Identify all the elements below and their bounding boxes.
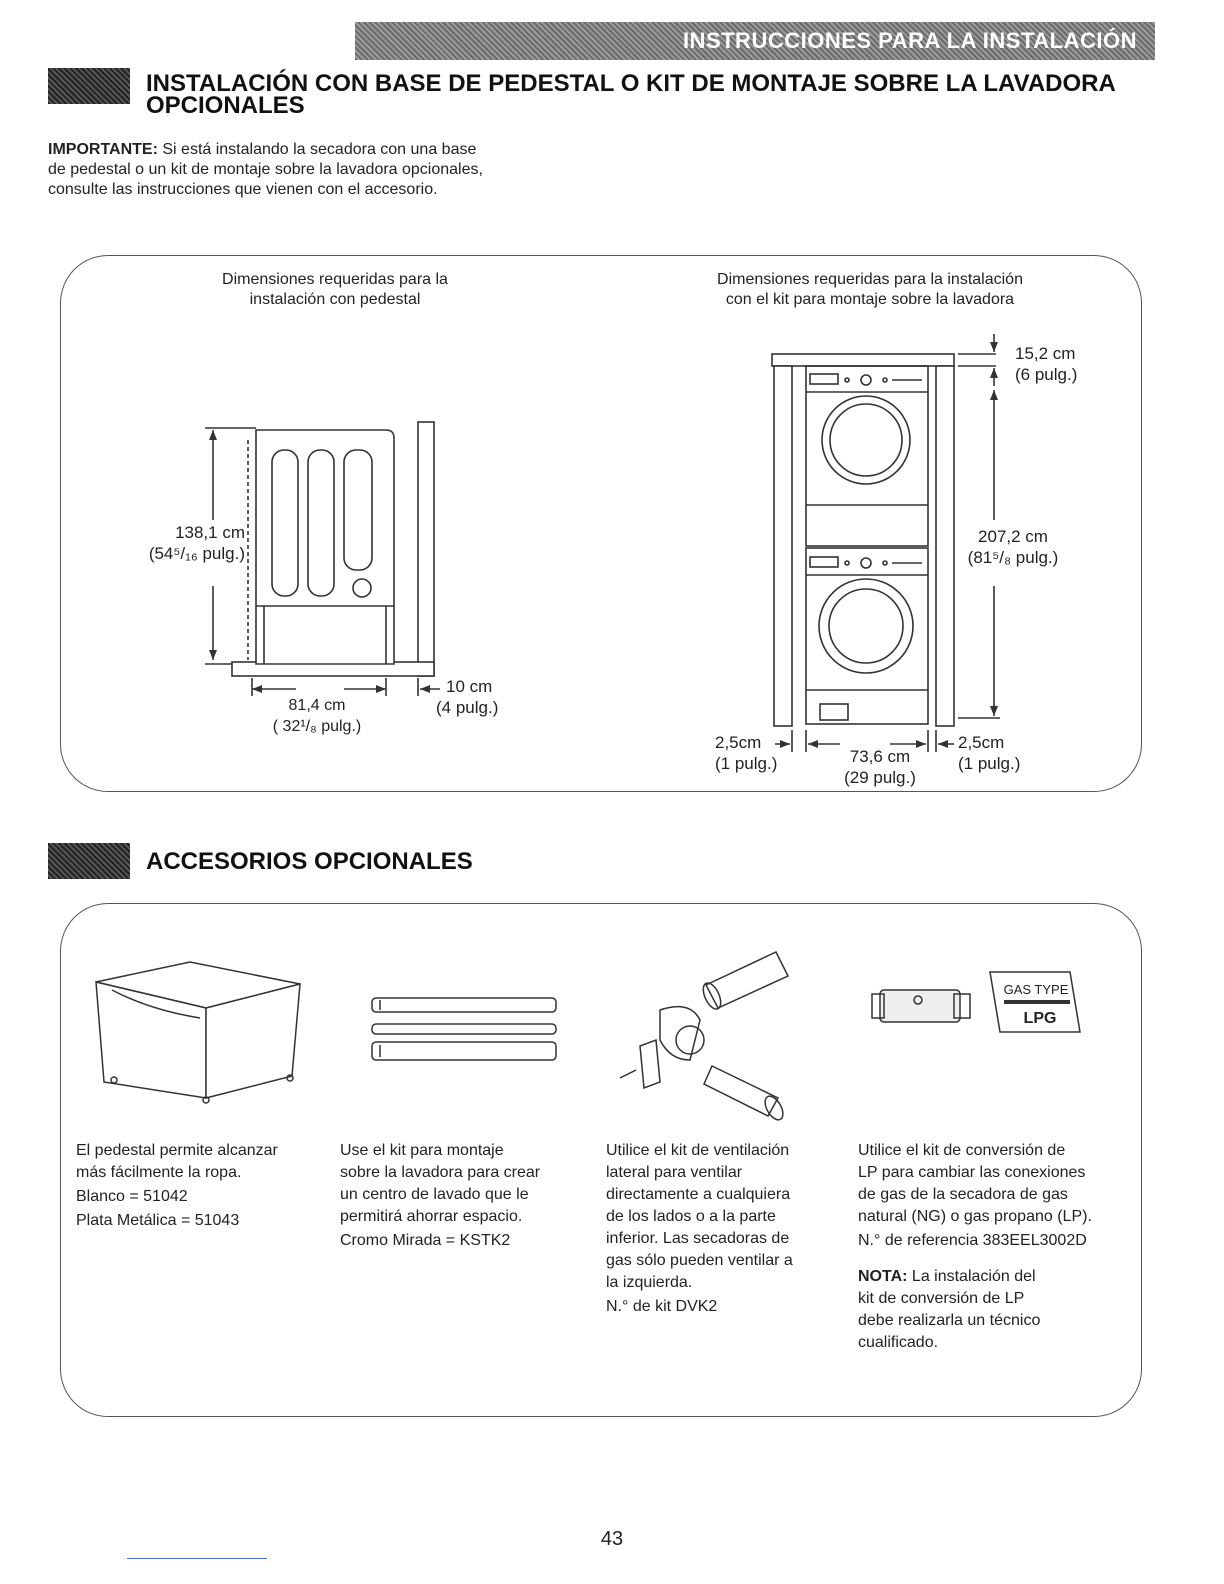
lpg-tag-bottom: LPG <box>1023 1010 1057 1027</box>
pedestal-gap-label: 10 cm (4 pulg.) <box>436 677 499 717</box>
stack-left-gap-label: 2,5cm (1 pulg.) <box>715 733 778 773</box>
pedestal-height-label: 138,1 cm (54⁵/₁₆ pulg.) <box>148 523 245 563</box>
important-label: IMPORTANTE: <box>48 141 158 158</box>
stacking-kit-icon <box>372 998 556 1060</box>
pedestal-caption: Dimensiones requeridas para la instalación con pedestal <box>222 271 448 308</box>
footer-link-line <box>127 1558 267 1559</box>
accessory-vent-text: Utilice el kit de ventilación lateral para ventilar directamente a cualquiera de los lados o a la parte inferior. Las secadoras de gas sólo pueden ventilar a la izquierda. N.° de kit DVK2 <box>606 1142 793 1315</box>
stack-caption: Dimensiones requeridas para la instalación con el kit para montaje sobre la lavadora <box>717 271 1023 308</box>
vent-kit-icon <box>620 952 788 1123</box>
section-title: ACCESORIOS OPCIONALES <box>146 848 473 875</box>
lp-conversion-icon <box>872 990 970 1022</box>
page-number: 43 <box>600 1528 624 1550</box>
section-title: INSTALACIÓN CON BASE DE PEDESTAL O KIT DE MONTAJE SOBRE LA LAVADORA <box>146 70 1116 97</box>
important-text-3: consulte las instrucciones que vienen con el accesorio. <box>48 181 438 198</box>
important-text-2: de pedestal o un kit de montaje sobre la lavadora opcionales, <box>48 161 483 178</box>
stack-height-label: 207,2 cm (81⁵/₈ pulg.) <box>967 527 1059 567</box>
lpg-tag-top: GAS TYPE <box>1003 982 1069 997</box>
header-banner: INSTRUCCIONES PARA LA INSTALACIÓN <box>355 22 1155 60</box>
accessory-pedestal-text: El pedestal permite alcanzar más fácilmente la ropa. Blanco = 51042 Plata Metálica = 51043 <box>76 1142 278 1229</box>
accessory-lp-text: Utilice el kit de conversión de LP para cambiar las conexiones de gas de la secadora de gas natural (NG) o gas propano (LP). N.° de referencia 383EEL3002D NOTA: La instalación del kit de conversión de LP debe realizarla un técnico cualificado. <box>858 1142 1092 1351</box>
important-text-1: Si está instalando la secadora con una base <box>157 141 477 158</box>
stack-width-label: 73,6 cm (29 pulg.) <box>844 747 916 787</box>
accessory-stacking-text: Use el kit para montaje sobre la lavadora para crear un centro de lavado que le permitirá ahorrar espacio. Cromo Mirada = KSTK2 <box>340 1142 541 1249</box>
pedestal-width-label: 81,4 cm ( 32¹/₈ pulg.) <box>272 697 362 735</box>
stack-right-gap-label: 2,5cm (1 pulg.) <box>958 733 1021 773</box>
pedestal-box-icon <box>96 962 300 1103</box>
stack-top-label: 15,2 cm (6 pulg.) <box>1015 344 1078 384</box>
section-title-line2: OPCIONALES <box>146 92 305 119</box>
